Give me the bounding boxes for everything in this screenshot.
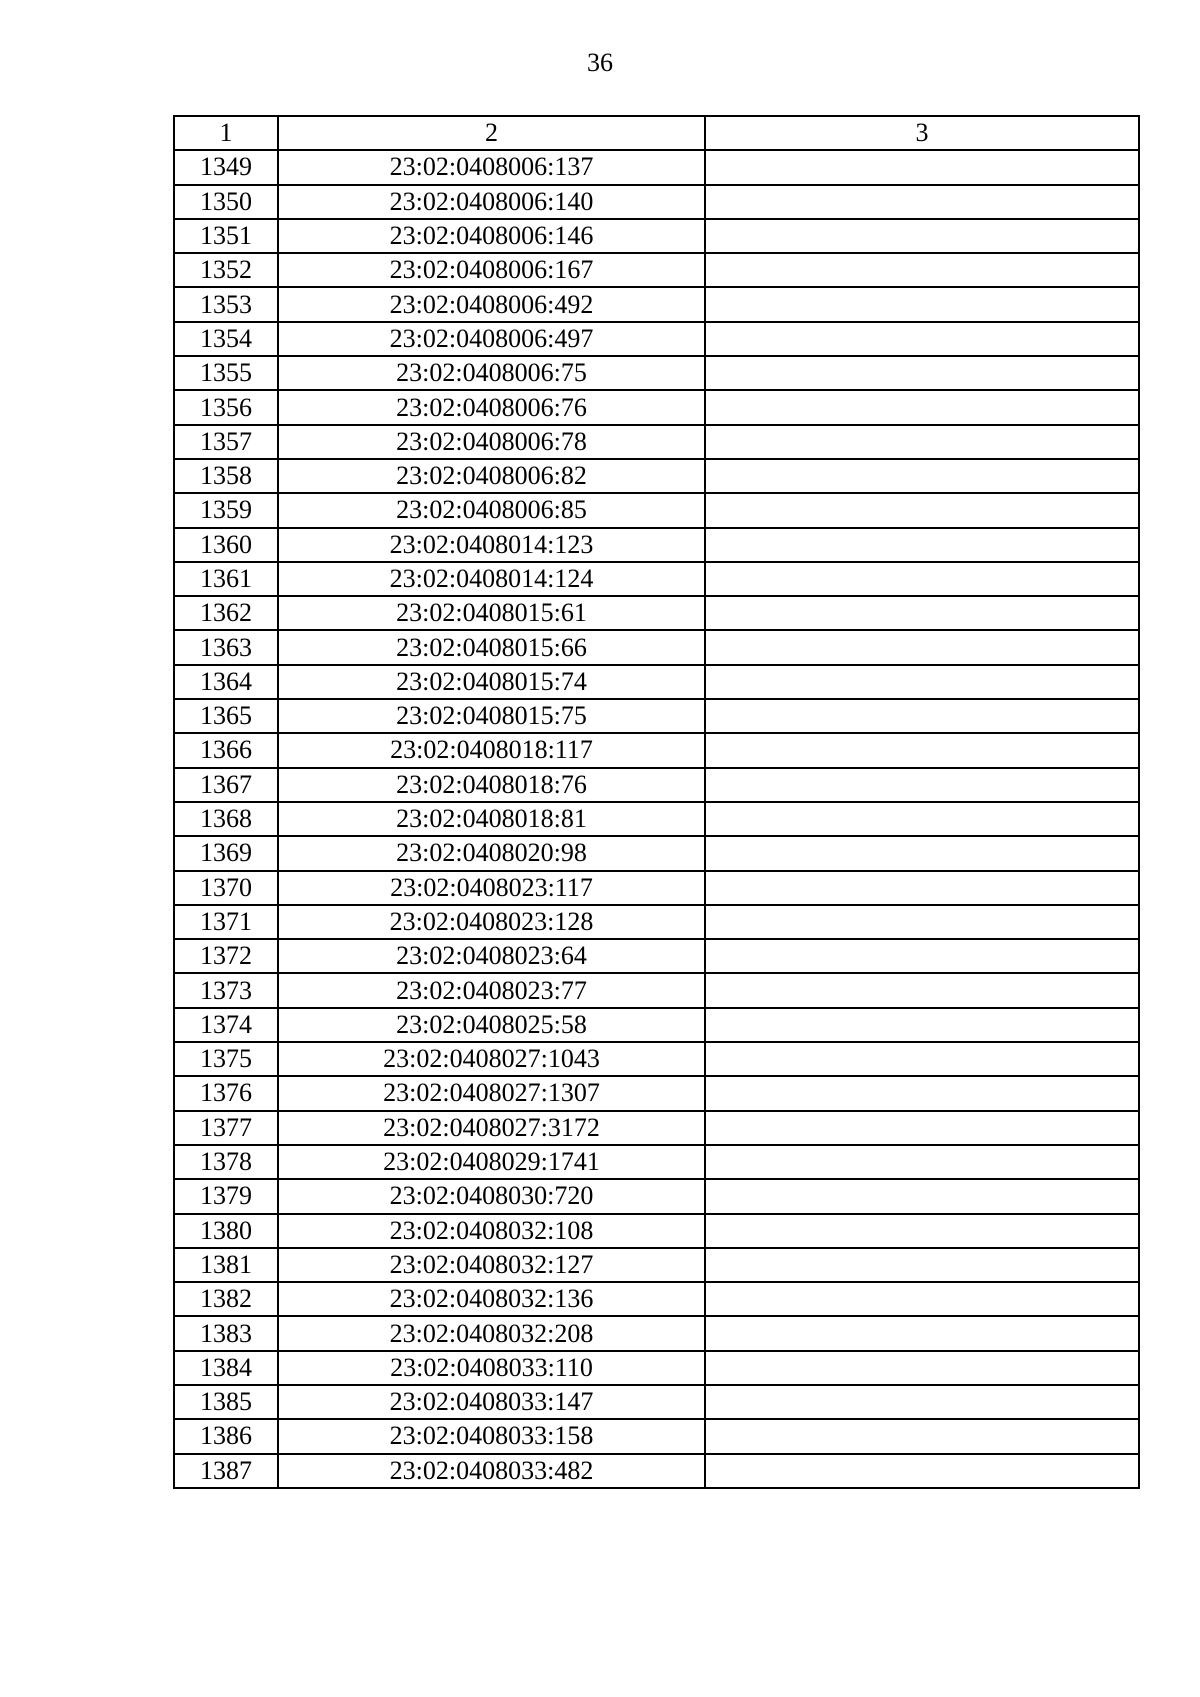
note-cell — [705, 665, 1139, 699]
cadastral-number-cell: 23:02:0408006:137 — [278, 150, 705, 184]
table-row — [174, 768, 1139, 802]
table-row — [174, 733, 1139, 767]
row-number-cell: 1375 — [174, 1042, 278, 1076]
row-number-cell: 1357 — [174, 425, 278, 459]
row-number-cell: 1369 — [174, 836, 278, 870]
cadastral-number-cell: 23:02:0408006:492 — [278, 287, 705, 321]
table-row — [174, 1419, 1139, 1453]
table-row — [174, 1042, 1139, 1076]
row-number-cell: 1387 — [174, 1454, 278, 1488]
cadastral-number-cell: 23:02:0408032:136 — [278, 1282, 705, 1316]
cadastral-number-cell: 23:02:0408025:58 — [278, 1008, 705, 1042]
cadastral-number-cell: 23:02:0408018:117 — [278, 733, 705, 767]
cadastral-number-cell: 23:02:0408006:78 — [278, 425, 705, 459]
table-row — [174, 1454, 1139, 1488]
note-cell — [705, 1385, 1139, 1419]
cadastral-number-cell: 23:02:0408006:75 — [278, 356, 705, 390]
cadastral-number-cell: 23:02:0408033:482 — [278, 1454, 705, 1488]
table-row — [174, 150, 1139, 184]
row-number-cell: 1351 — [174, 219, 278, 253]
row-number-cell: 1372 — [174, 939, 278, 973]
cadastral-number-cell: 23:02:0408006:82 — [278, 459, 705, 493]
note-cell — [705, 390, 1139, 424]
note-cell — [705, 185, 1139, 219]
cadastral-number-cell: 23:02:0408006:146 — [278, 219, 705, 253]
row-number-cell: 1361 — [174, 562, 278, 596]
table-row — [174, 939, 1139, 973]
cadastral-number-cell: 23:02:0408018:81 — [278, 802, 705, 836]
page-number: 36 — [587, 48, 613, 77]
note-cell — [705, 1419, 1139, 1453]
table-row — [174, 1316, 1139, 1350]
table-row — [174, 699, 1139, 733]
row-number-cell: 1365 — [174, 699, 278, 733]
table-row — [174, 287, 1139, 321]
note-cell — [705, 1454, 1139, 1488]
row-number-cell: 1373 — [174, 973, 278, 1007]
table-row — [174, 1008, 1139, 1042]
row-number-cell: 1381 — [174, 1248, 278, 1282]
note-cell — [705, 871, 1139, 905]
table-row — [174, 665, 1139, 699]
table-row — [174, 630, 1139, 664]
table-row — [174, 528, 1139, 562]
note-cell — [705, 630, 1139, 664]
row-number-cell: 1355 — [174, 356, 278, 390]
row-number-cell: 1377 — [174, 1111, 278, 1145]
table-row — [174, 1111, 1139, 1145]
table-row — [174, 390, 1139, 424]
note-cell — [705, 699, 1139, 733]
table-row — [174, 1145, 1139, 1179]
note-cell — [705, 973, 1139, 1007]
table-row — [174, 871, 1139, 905]
note-cell — [705, 493, 1139, 527]
note-cell — [705, 836, 1139, 870]
note-cell — [705, 1214, 1139, 1248]
row-number-cell: 1386 — [174, 1419, 278, 1453]
row-number-cell: 1354 — [174, 322, 278, 356]
table-header-row — [174, 116, 1139, 150]
row-number-cell: 1382 — [174, 1282, 278, 1316]
note-cell — [705, 939, 1139, 973]
table-row — [174, 185, 1139, 219]
note-cell — [705, 562, 1139, 596]
note-cell — [705, 1282, 1139, 1316]
note-cell — [705, 1042, 1139, 1076]
row-number-cell: 1379 — [174, 1179, 278, 1213]
cadastral-number-cell: 23:02:0408006:167 — [278, 253, 705, 287]
row-number-cell: 1370 — [174, 871, 278, 905]
table-row — [174, 1248, 1139, 1282]
note-cell — [705, 1248, 1139, 1282]
cadastral-number-cell: 23:02:0408006:497 — [278, 322, 705, 356]
row-number-cell: 1367 — [174, 768, 278, 802]
note-cell — [705, 1351, 1139, 1385]
table-row — [174, 322, 1139, 356]
table-row — [174, 596, 1139, 630]
row-number-cell: 1363 — [174, 630, 278, 664]
cadastral-number-cell: 23:02:0408015:74 — [278, 665, 705, 699]
cadastral-number-cell: 23:02:0408033:158 — [278, 1419, 705, 1453]
cadastral-number-cell: 23:02:0408023:117 — [278, 871, 705, 905]
column-header-2: 2 — [278, 116, 705, 150]
cadastral-number-cell: 23:02:0408029:1741 — [278, 1145, 705, 1179]
table-row — [174, 1214, 1139, 1248]
row-number-cell: 1366 — [174, 733, 278, 767]
note-cell — [705, 322, 1139, 356]
table-row — [174, 1282, 1139, 1316]
note-cell — [705, 1111, 1139, 1145]
note-cell — [705, 1316, 1139, 1350]
cadastral-number-cell: 23:02:0408018:76 — [278, 768, 705, 802]
table-row — [174, 1351, 1139, 1385]
table-row — [174, 253, 1139, 287]
table-row — [174, 1179, 1139, 1213]
cadastral-number-cell: 23:02:0408014:123 — [278, 528, 705, 562]
row-number-cell: 1376 — [174, 1076, 278, 1110]
cadastral-number-cell: 23:02:0408020:98 — [278, 836, 705, 870]
cadastral-number-cell: 23:02:0408015:66 — [278, 630, 705, 664]
row-number-cell: 1374 — [174, 1008, 278, 1042]
column-header-3: 3 — [705, 116, 1139, 150]
row-number-cell: 1383 — [174, 1316, 278, 1350]
note-cell — [705, 1076, 1139, 1110]
cadastral-number-cell: 23:02:0408027:3172 — [278, 1111, 705, 1145]
row-number-cell: 1360 — [174, 528, 278, 562]
row-number-cell: 1349 — [174, 150, 278, 184]
cadastral-number-cell: 23:02:0408006:85 — [278, 493, 705, 527]
note-cell — [705, 1145, 1139, 1179]
row-number-cell: 1353 — [174, 287, 278, 321]
note-cell — [705, 596, 1139, 630]
note-cell — [705, 528, 1139, 562]
cadastral-number-cell: 23:02:0408027:1043 — [278, 1042, 705, 1076]
table-row — [174, 973, 1139, 1007]
row-number-cell: 1362 — [174, 596, 278, 630]
row-number-cell: 1358 — [174, 459, 278, 493]
row-number-cell: 1352 — [174, 253, 278, 287]
cadastral-number-cell: 23:02:0408015:75 — [278, 699, 705, 733]
table-row — [174, 1385, 1139, 1419]
table-row — [174, 562, 1139, 596]
table-row — [174, 802, 1139, 836]
note-cell — [705, 356, 1139, 390]
note-cell — [705, 150, 1139, 184]
cadastral-number-cell: 23:02:0408032:108 — [278, 1214, 705, 1248]
row-number-cell: 1368 — [174, 802, 278, 836]
table-row — [174, 836, 1139, 870]
table-row — [174, 905, 1139, 939]
note-cell — [705, 425, 1139, 459]
column-header-1: 1 — [174, 116, 278, 150]
cadastral-number-cell: 23:02:0408032:208 — [278, 1316, 705, 1350]
cadastral-number-cell: 23:02:0408023:64 — [278, 939, 705, 973]
row-number-cell: 1371 — [174, 905, 278, 939]
table-row — [174, 356, 1139, 390]
cadastral-number-cell: 23:02:0408032:127 — [278, 1248, 705, 1282]
note-cell — [705, 1179, 1139, 1213]
note-cell — [705, 1008, 1139, 1042]
table-row — [174, 219, 1139, 253]
note-cell — [705, 905, 1139, 939]
note-cell — [705, 219, 1139, 253]
row-number-cell: 1384 — [174, 1351, 278, 1385]
note-cell — [705, 802, 1139, 836]
cadastral-number-cell: 23:02:0408023:77 — [278, 973, 705, 1007]
cadastral-number-cell: 23:02:0408033:110 — [278, 1351, 705, 1385]
row-number-cell: 1350 — [174, 185, 278, 219]
row-number-cell: 1380 — [174, 1214, 278, 1248]
cadastral-number-cell: 23:02:0408014:124 — [278, 562, 705, 596]
table-body — [174, 116, 1139, 1488]
table-row — [174, 459, 1139, 493]
cadastral-number-cell: 23:02:0408023:128 — [278, 905, 705, 939]
cadastral-number-cell: 23:02:0408033:147 — [278, 1385, 705, 1419]
note-cell — [705, 287, 1139, 321]
cadastral-number-cell: 23:02:0408006:76 — [278, 390, 705, 424]
cadastral-number-cell: 23:02:0408006:140 — [278, 185, 705, 219]
cadastral-number-cell: 23:02:0408015:61 — [278, 596, 705, 630]
row-number-cell: 1359 — [174, 493, 278, 527]
row-number-cell: 1364 — [174, 665, 278, 699]
table-row — [174, 493, 1139, 527]
note-cell — [705, 253, 1139, 287]
data-table-container — [173, 115, 1138, 1489]
cadastral-number-cell: 23:02:0408030:720 — [278, 1179, 705, 1213]
data-table — [173, 115, 1140, 1489]
cadastral-number-cell: 23:02:0408027:1307 — [278, 1076, 705, 1110]
row-number-cell: 1356 — [174, 390, 278, 424]
row-number-cell: 1385 — [174, 1385, 278, 1419]
row-number-cell: 1378 — [174, 1145, 278, 1179]
note-cell — [705, 459, 1139, 493]
table-row — [174, 425, 1139, 459]
table-row — [174, 1076, 1139, 1110]
note-cell — [705, 768, 1139, 802]
note-cell — [705, 733, 1139, 767]
